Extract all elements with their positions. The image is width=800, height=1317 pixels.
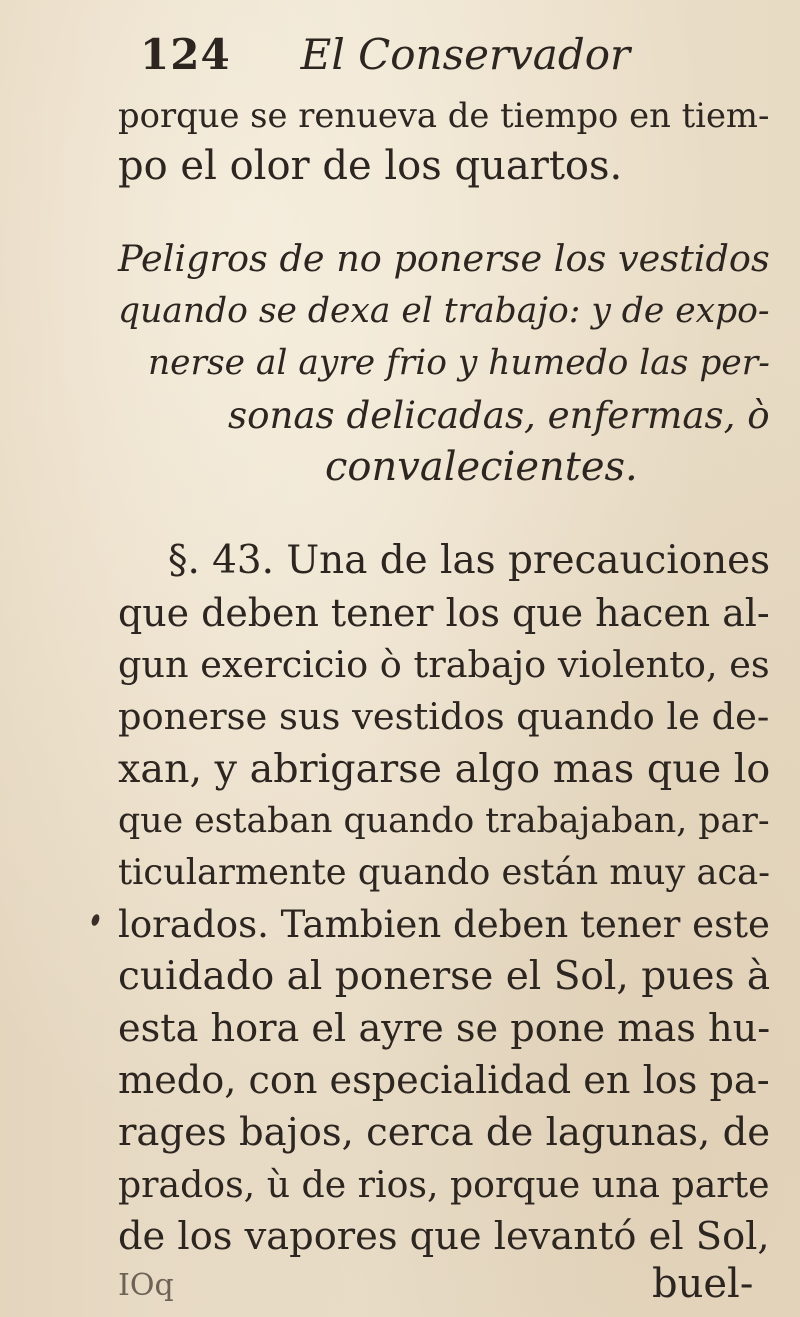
paragraph-line: que deben tener los que hacen al- xyxy=(118,591,770,635)
signature-mark: IOq xyxy=(118,1268,174,1303)
paragraph-line: prados, ù de rios, porque una parte xyxy=(118,1163,770,1206)
paragraph-line: gun exercicio ò trabajo violento, es xyxy=(118,643,770,686)
paragraph-line: xan, y abrigarse algo mas que lo xyxy=(118,746,771,792)
running-title: El Conservador xyxy=(300,30,631,79)
running-head xyxy=(140,30,630,82)
ink-fleck xyxy=(90,913,101,927)
section-heading-line: sonas delicadas, enfermas, ò xyxy=(228,393,770,437)
section-heading-line: nerse al ayre frio y humedo las per- xyxy=(148,343,770,383)
page-number: 124 xyxy=(140,30,231,79)
paragraph-line: lorados. Tambien deben tener este xyxy=(118,903,770,946)
paragraph-line: §. 43. Una de las precauciones xyxy=(168,538,771,583)
text-line: po el olor de los quartos. xyxy=(118,143,623,189)
section-heading-line: Peligros de no ponerse los vestidos xyxy=(118,237,770,280)
paragraph-line: ponerse sus vestidos quando le de- xyxy=(118,695,770,738)
paragraph-line: cuidado al ponerse el Sol, pues à xyxy=(118,954,771,999)
section-heading-line: convalecientes. xyxy=(325,444,638,490)
section-heading-line: quando se dexa el trabajo: y de expo- xyxy=(118,291,770,331)
paragraph-line: medo, con especialidad en los pa- xyxy=(118,1059,770,1103)
paragraph-line: esta hora el ayre se pone mas hu- xyxy=(118,1007,771,1051)
paragraph-line: que estaban quando trabajaban, par- xyxy=(118,801,770,841)
paragraph-line: ticularmente quando están muy aca- xyxy=(118,852,771,893)
text-line: porque se renueva de tiempo en tiem- xyxy=(118,96,770,135)
paragraph-line: rages bajos, cerca de lagunas, de xyxy=(118,1110,771,1155)
catchword: buel- xyxy=(652,1261,754,1307)
paragraph-line: de los vapores que levantó el Sol, xyxy=(118,1214,770,1259)
